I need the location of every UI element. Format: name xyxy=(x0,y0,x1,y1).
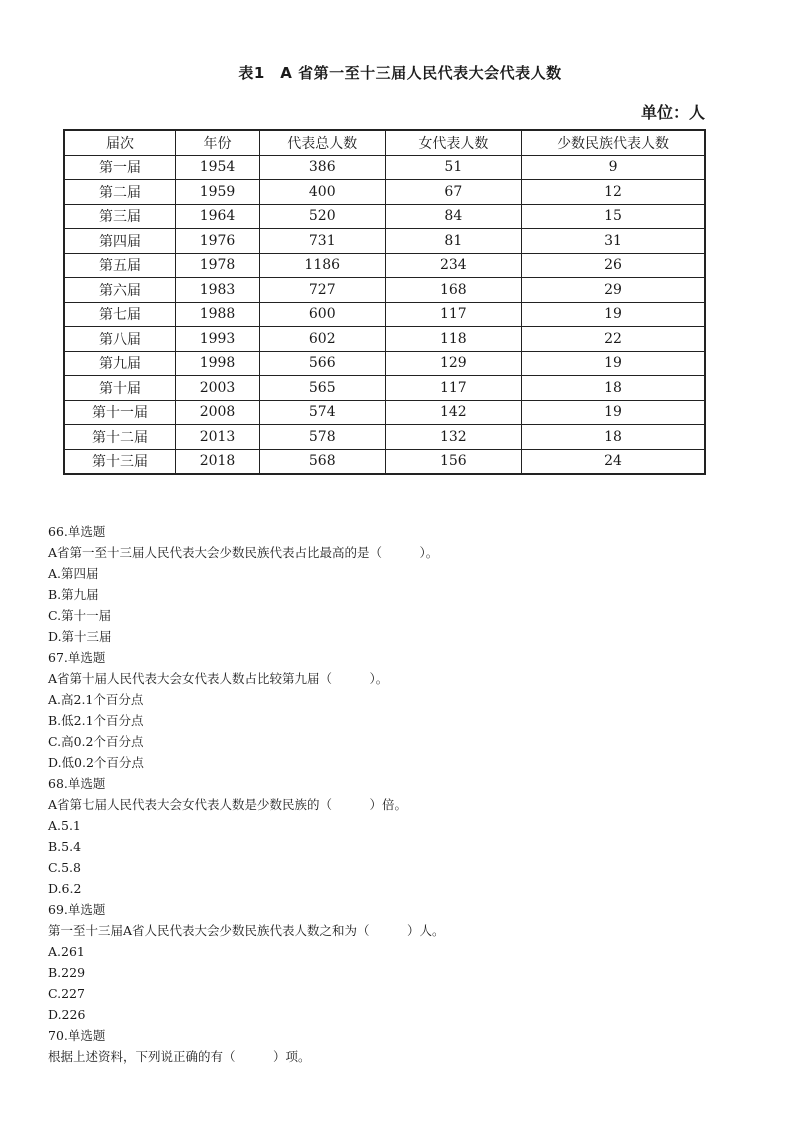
question-stem: A省第七届人民代表大会女代表人数是少数民族的（ ）倍。 xyxy=(48,797,408,812)
cell-female: 156 xyxy=(385,449,522,474)
cell-total: 386 xyxy=(259,155,385,180)
cell-term: 第二届 xyxy=(64,180,176,205)
table-header-row xyxy=(64,130,705,155)
cell-minority: 19 xyxy=(522,400,705,425)
cell-term: 第八届 xyxy=(64,327,176,352)
cell-term: 第四届 xyxy=(64,229,176,254)
cell-female: 117 xyxy=(385,302,522,327)
header-term: 届次 xyxy=(64,130,176,155)
cell-female: 81 xyxy=(385,229,522,254)
table-row xyxy=(64,449,705,474)
question-stem: 第一至十三届A省人民代表大会少数民族代表人数之和为（ ）人。 xyxy=(48,923,445,938)
cell-term: 第十二届 xyxy=(64,425,176,450)
cell-total: 731 xyxy=(259,229,385,254)
question-option: C.高0.2个百分点 xyxy=(48,734,144,749)
question-number: 66.单选题 xyxy=(48,524,106,539)
header-year: 年份 xyxy=(176,130,260,155)
cell-year: 2003 xyxy=(176,376,260,401)
cell-term: 第九届 xyxy=(64,351,176,376)
question-number: 69.单选题 xyxy=(48,902,106,917)
cell-minority: 12 xyxy=(522,180,705,205)
data-table xyxy=(63,129,706,475)
table-row xyxy=(64,229,705,254)
question-stem: A省第一至十三届人民代表大会少数民族代表占比最高的是（ ）。 xyxy=(48,545,439,560)
question-option: C.227 xyxy=(48,986,85,1001)
cell-total: 727 xyxy=(259,278,385,303)
table-row xyxy=(64,155,705,180)
cell-total: 565 xyxy=(259,376,385,401)
cell-female: 67 xyxy=(385,180,522,205)
cell-minority: 26 xyxy=(522,253,705,278)
question-option: D.低0.2个百分点 xyxy=(48,755,144,770)
cell-total: 574 xyxy=(259,400,385,425)
table-row xyxy=(64,278,705,303)
header-minority: 少数民族代表人数 xyxy=(522,130,705,155)
cell-minority: 18 xyxy=(522,376,705,401)
question-stem: A省第十届人民代表大会女代表人数占比较第九届（ ）。 xyxy=(48,671,389,686)
question-option: C.第十一届 xyxy=(48,608,112,623)
cell-term: 第十三届 xyxy=(64,449,176,474)
question-number: 68.单选题 xyxy=(48,776,106,791)
question-stem: 根据上述资料，下列说正确的有（ ）项。 xyxy=(48,1049,311,1064)
table-row xyxy=(64,327,705,352)
table-title: 表1 A 省第一至十三届人民代表大会代表人数 xyxy=(238,64,562,82)
cell-minority: 22 xyxy=(522,327,705,352)
cell-year: 1978 xyxy=(176,253,260,278)
cell-year: 1988 xyxy=(176,302,260,327)
question-list xyxy=(48,521,768,1067)
cell-year: 1993 xyxy=(176,327,260,352)
cell-total: 566 xyxy=(259,351,385,376)
cell-minority: 24 xyxy=(522,449,705,474)
question-option: B.5.4 xyxy=(48,839,82,854)
cell-total: 1186 xyxy=(259,253,385,278)
question-option: B.第九届 xyxy=(48,587,99,602)
cell-year: 1964 xyxy=(176,204,260,229)
question-option: D.第十三届 xyxy=(48,629,112,644)
table-row xyxy=(64,302,705,327)
cell-female: 234 xyxy=(385,253,522,278)
cell-total: 400 xyxy=(259,180,385,205)
cell-minority: 29 xyxy=(522,278,705,303)
cell-minority: 18 xyxy=(522,425,705,450)
cell-year: 1976 xyxy=(176,229,260,254)
cell-total: 600 xyxy=(259,302,385,327)
question-option: A.第四届 xyxy=(48,566,99,581)
cell-total: 602 xyxy=(259,327,385,352)
cell-minority: 9 xyxy=(522,155,705,180)
cell-total: 568 xyxy=(259,449,385,474)
cell-female: 142 xyxy=(385,400,522,425)
cell-term: 第十一届 xyxy=(64,400,176,425)
table-row xyxy=(64,204,705,229)
question-option: A.261 xyxy=(48,944,85,959)
cell-year: 2013 xyxy=(176,425,260,450)
cell-year: 1959 xyxy=(176,180,260,205)
table-row xyxy=(64,376,705,401)
cell-female: 168 xyxy=(385,278,522,303)
question-option: D.6.2 xyxy=(48,881,82,896)
question-number: 67.单选题 xyxy=(48,650,106,665)
cell-year: 1983 xyxy=(176,278,260,303)
cell-female: 84 xyxy=(385,204,522,229)
question-option: A.5.1 xyxy=(48,818,81,833)
cell-female: 118 xyxy=(385,327,522,352)
cell-minority: 15 xyxy=(522,204,705,229)
unit-label: 单位：人 xyxy=(640,103,705,122)
cell-term: 第五届 xyxy=(64,253,176,278)
table-row xyxy=(64,180,705,205)
cell-total: 520 xyxy=(259,204,385,229)
cell-total: 578 xyxy=(259,425,385,450)
cell-term: 第七届 xyxy=(64,302,176,327)
cell-term: 第六届 xyxy=(64,278,176,303)
cell-term: 第十届 xyxy=(64,376,176,401)
question-option: A.高2.1个百分点 xyxy=(48,692,144,707)
cell-female: 132 xyxy=(385,425,522,450)
cell-year: 1998 xyxy=(176,351,260,376)
cell-year: 2008 xyxy=(176,400,260,425)
cell-year: 1954 xyxy=(176,155,260,180)
table-row xyxy=(64,253,705,278)
table-row xyxy=(64,351,705,376)
header-total: 代表总人数 xyxy=(259,130,385,155)
cell-minority: 19 xyxy=(522,302,705,327)
cell-minority: 31 xyxy=(522,229,705,254)
cell-female: 129 xyxy=(385,351,522,376)
question-option: D.226 xyxy=(48,1007,86,1022)
cell-year: 2018 xyxy=(176,449,260,474)
question-option: B.229 xyxy=(48,965,86,980)
question-option: B.低2.1个百分点 xyxy=(48,713,144,728)
table-body xyxy=(64,155,705,474)
header-female: 女代表人数 xyxy=(385,130,522,155)
question-number: 70.单选题 xyxy=(48,1028,106,1043)
question-option: C.5.8 xyxy=(48,860,81,875)
cell-term: 第三届 xyxy=(64,204,176,229)
cell-minority: 19 xyxy=(522,351,705,376)
cell-term: 第一届 xyxy=(64,155,176,180)
cell-female: 51 xyxy=(385,155,522,180)
table-row xyxy=(64,425,705,450)
table-row xyxy=(64,400,705,425)
cell-female: 117 xyxy=(385,376,522,401)
